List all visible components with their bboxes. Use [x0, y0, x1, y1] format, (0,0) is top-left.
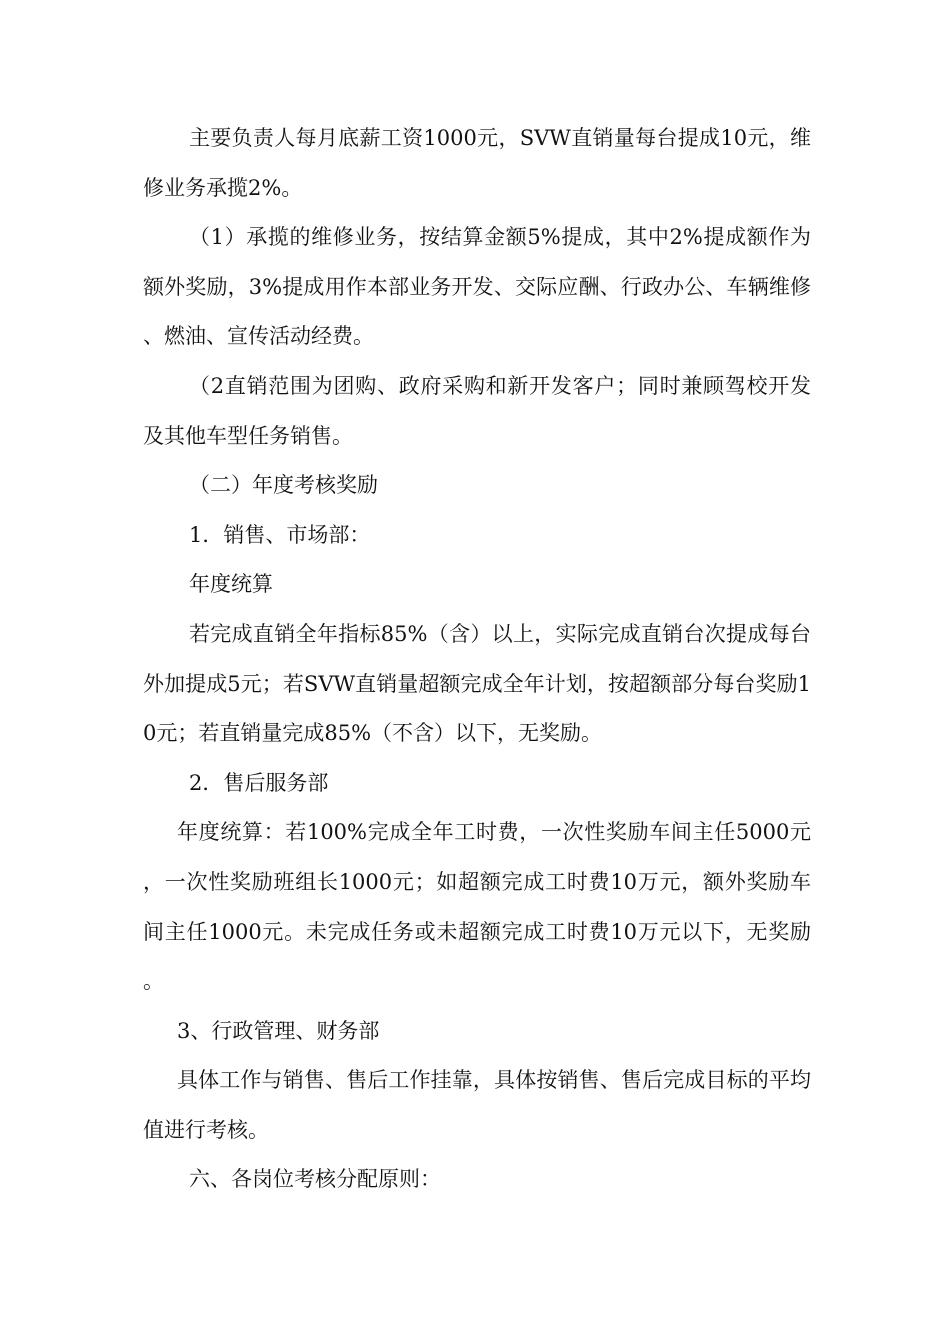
subheading-annual-settlement: 年度统算	[189, 572, 273, 597]
paragraph-direct-sales-scope: （2直销范围为团购、政府采购和新开发客户；同时兼顾驾校开发及其他车型任务销售。	[143, 373, 811, 448]
document-body	[143, 114, 811, 1205]
heading-admin-finance-dept: 3、行政管理、财务部	[177, 1018, 380, 1043]
paragraph-sales-target-reward: 若完成直销全年指标85%（含）以上，实际完成直销台次提成每台外加提成5元；若SVW直销量超额完成全年计划，按超额部分每台奖励10元；若直销量完成85%（不含）以下，无奖励。	[143, 621, 811, 746]
paragraph-repair-commission: （1）承揽的维修业务，按结算金额5%提成，其中2%提成额作为额外奖励，3%提成用作本部业务开发、交际应酬、行政办公、车辆维修、燃油、宣传活动经费。	[143, 225, 811, 349]
paragraph-base-salary: 主要负责人每月底薪工资1000元，SVW直销量每台提成10元，维修业务承揽2%。	[143, 126, 811, 200]
heading-annual-reward: （二）年度考核奖励	[189, 473, 378, 498]
paragraph-admin-finance-assessment: 具体工作与销售、售后工作挂靠，具体按销售、售后完成目标的平均值进行考核。	[143, 1068, 811, 1142]
heading-after-sales-dept: 2．售后服务部	[189, 770, 329, 795]
heading-position-distribution: 六、各岗位考核分配原则：	[189, 1167, 441, 1192]
heading-sales-market-dept: 1．销售、市场部：	[189, 522, 371, 547]
paragraph-after-sales-reward: 年度统算：若100%完成全年工时费，一次性奖励车间主任5000元，一次性奖励班组长1000元；如超额完成工时费10万元，额外奖励车间主任1000元。未完成任务或未超额完成工时费10万元以下，无奖励。	[143, 820, 811, 994]
